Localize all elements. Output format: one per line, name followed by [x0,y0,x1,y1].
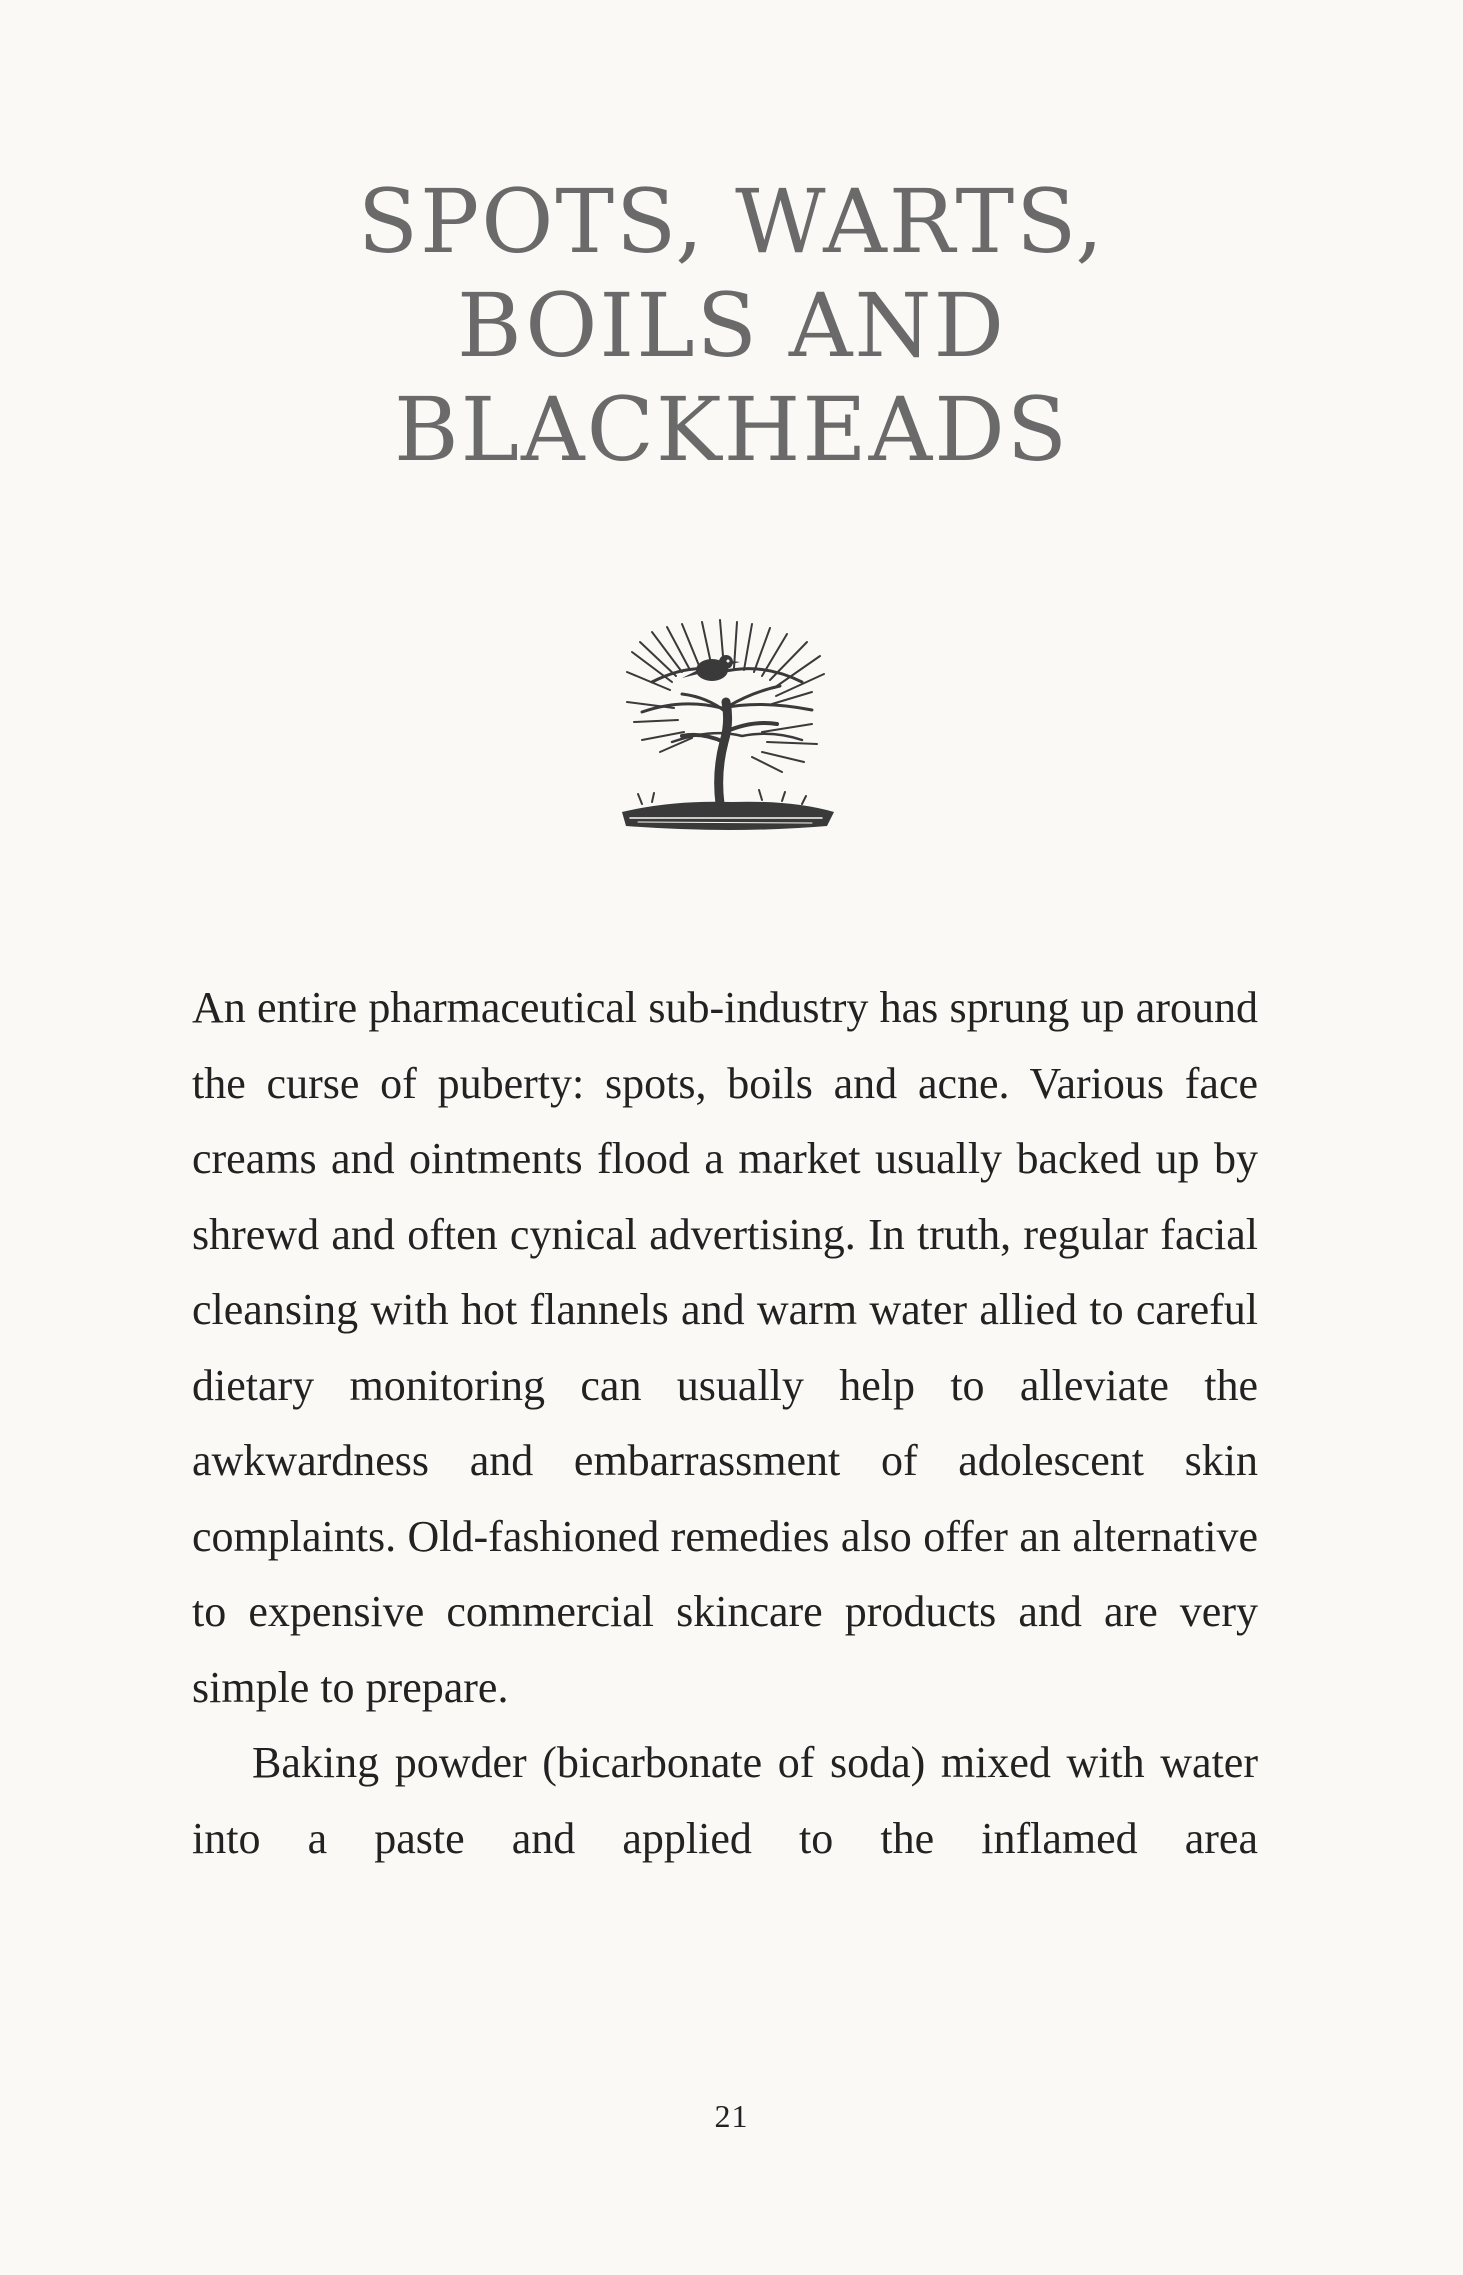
chapter-title-line-3: BLACKHEADS [393,378,1070,481]
chapter-title [0,170,1463,482]
woodcut-tree-with-bird-icon [612,612,842,852]
chapter-title-line-1: SPOTS, WARTS, [357,170,1106,273]
paragraph: An entire pharmaceutical sub-industry has sprung up around the curse of puberty: spots, boils and acne. Various face creams and ointments flood a market usually backed up by shrewd and often cynical advertising. In truth, regular facial cleansing with hot flannels and warm water allied to careful dietary monitoring can usually help to alleviate the awkwardness and embarrassment of adolescent skin complaints. Old-fashioned remedies also offer an alternative to expensive commercial skincare products and are very simple to prepare. [192,983,1258,1712]
page-number: 21 [714,2098,749,2134]
paragraph: Baking powder (bicarbonate of soda) mixed with water into a paste and applied to the inflamed area [192,1738,1258,1863]
body-text [192,970,1258,1876]
chapter-title-line-2: BOILS AND [456,274,1006,377]
